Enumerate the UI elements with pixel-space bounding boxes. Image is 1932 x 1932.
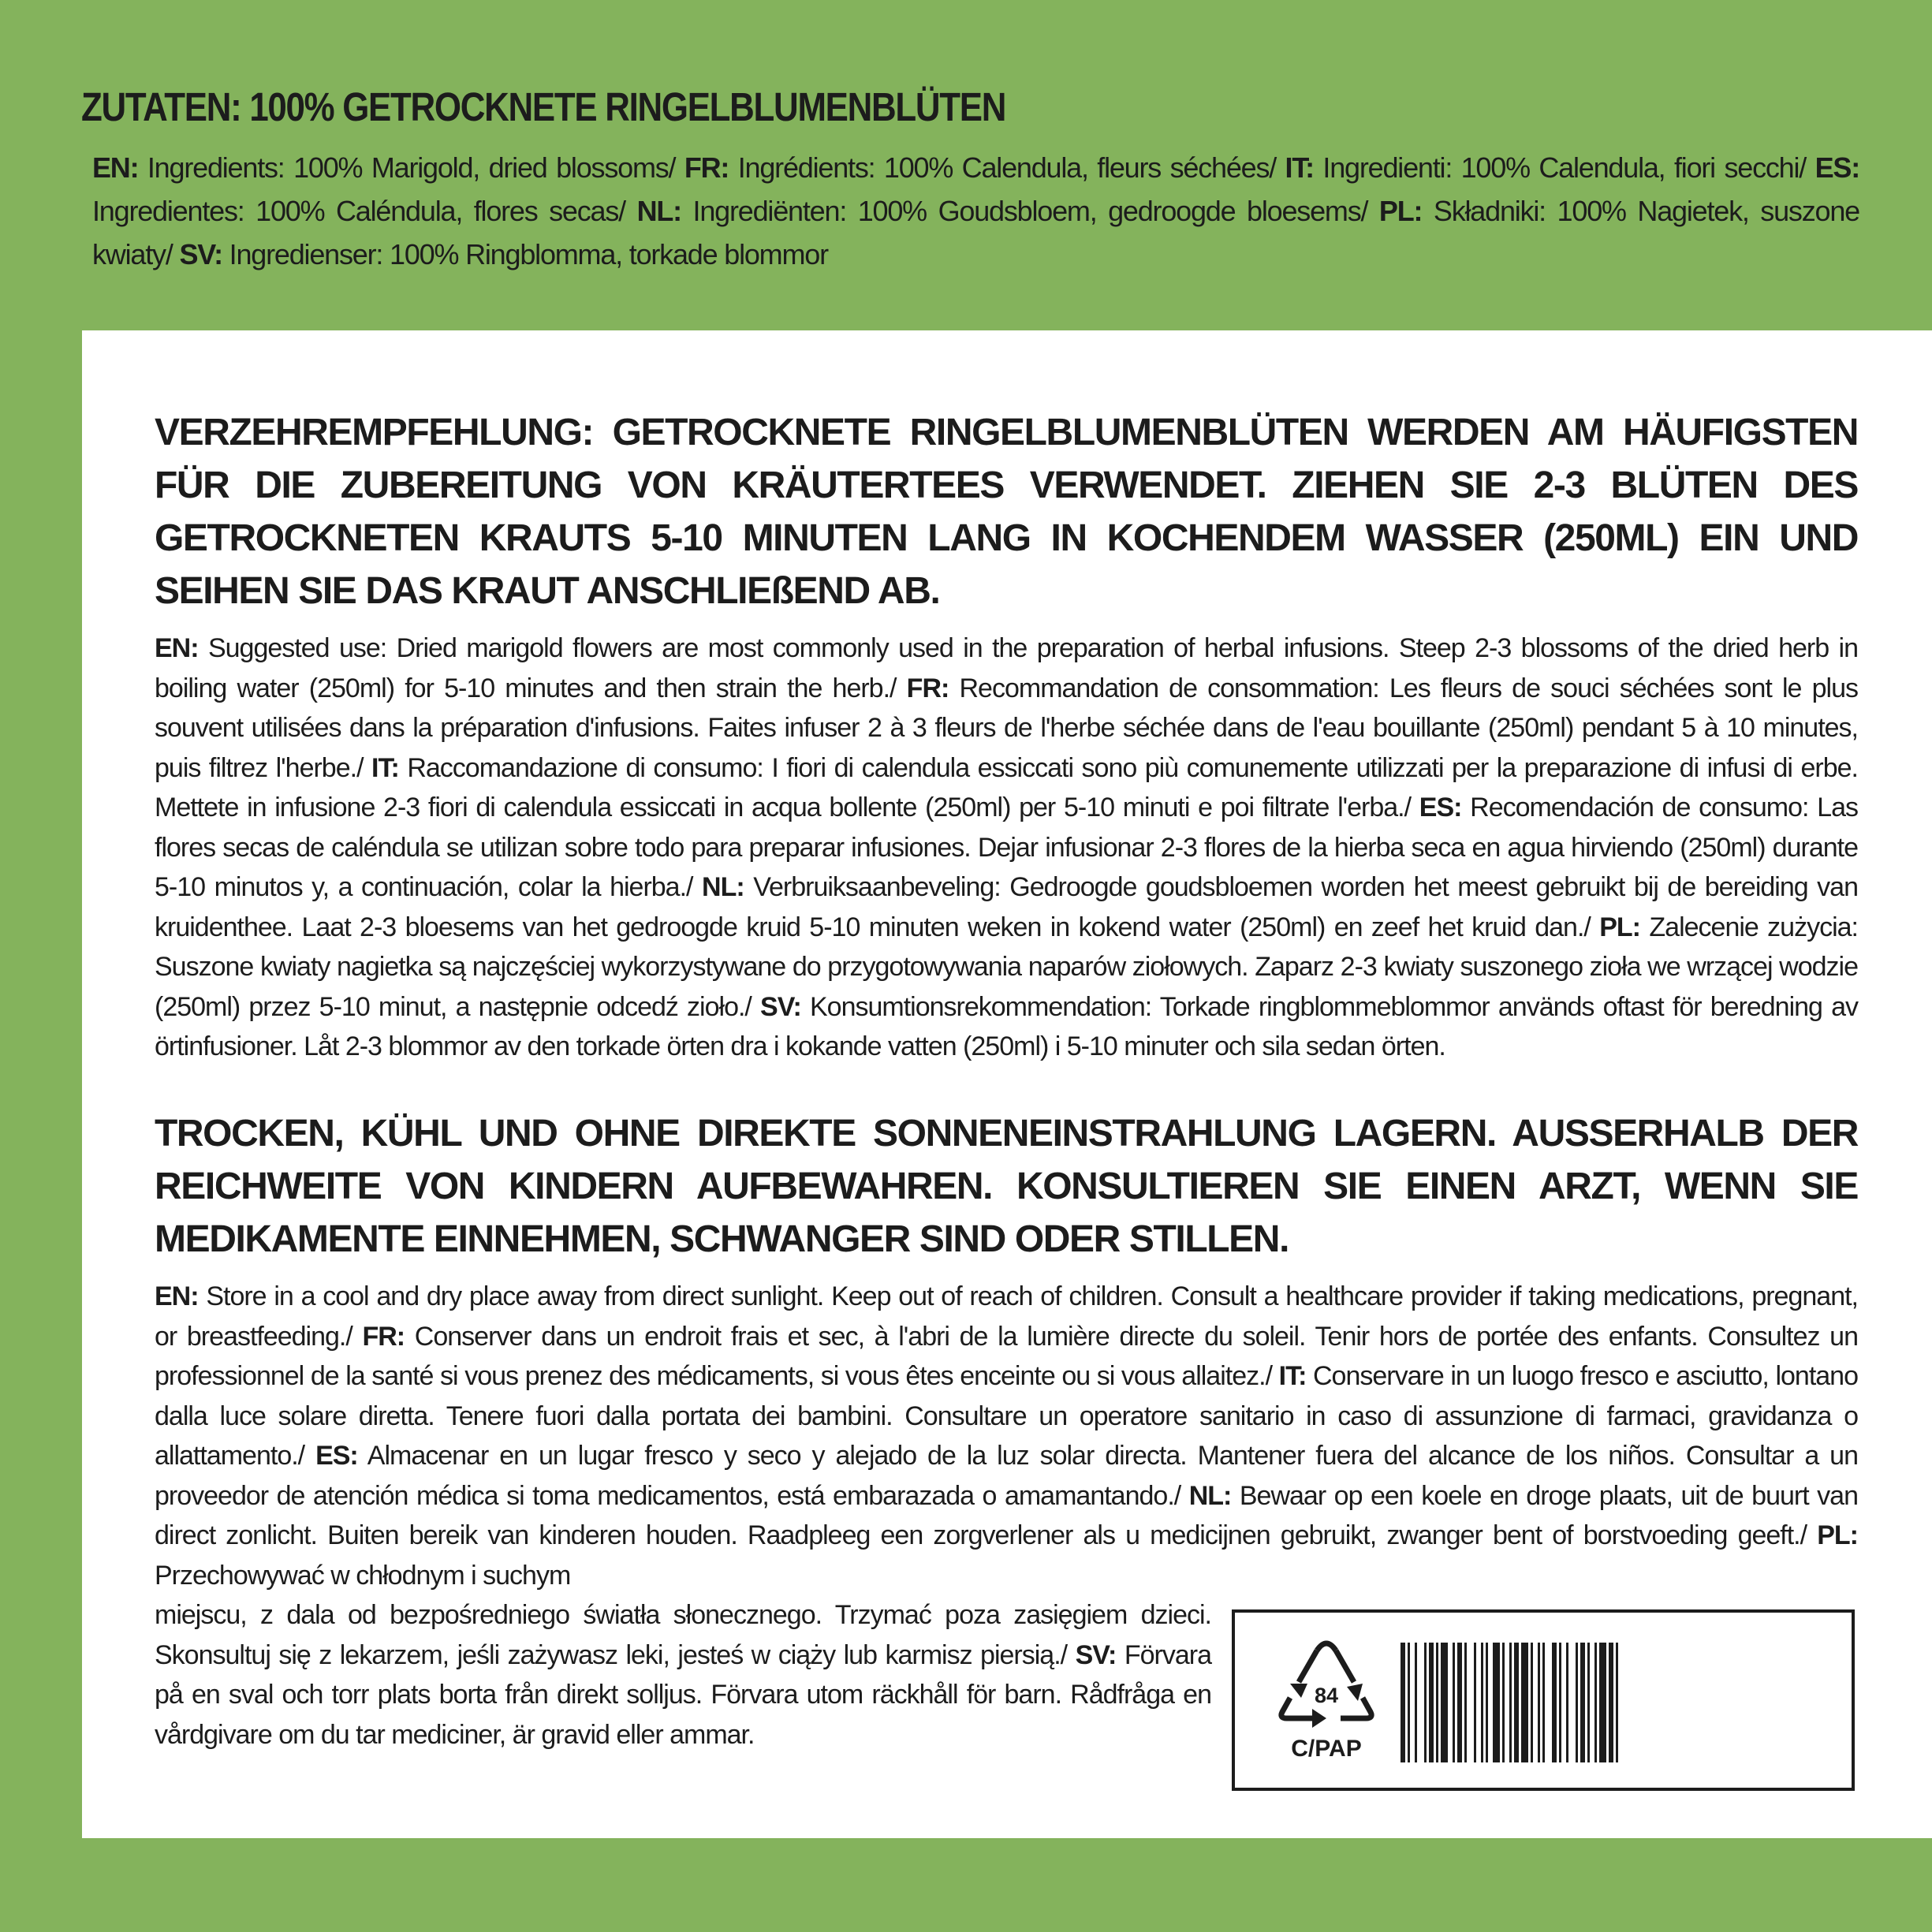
barcode-bar [1401, 1643, 1405, 1762]
lang-code-pl: PL: [1378, 195, 1423, 227]
lang-code-it: IT: [1285, 151, 1314, 184]
translation-es: Ingredientes: 100% Caléndula, flores secas/ [92, 195, 637, 227]
lang-code-en: EN: [155, 633, 199, 663]
barcode-bar [1486, 1643, 1488, 1762]
barcode-bar [1552, 1643, 1557, 1762]
translation-pl: Przechowywać w chłodnym i suchym [155, 1560, 571, 1591]
lang-code-en: EN: [155, 1281, 199, 1311]
translation-nl: Verbruiksaanbeveling: Gedroogde goudsbloemen worden het meest gebruikt bij de bereiding van kruidenthee. Laat 2-3 bloesems van het gedroogde kruid 5-10 minuten weken in kokend water (250ml) en zeef het kruid dan./ [155, 872, 1858, 942]
lang-code-pl: PL: [1599, 912, 1641, 942]
lang-code-sv: SV: [760, 991, 801, 1022]
translation-pl: Zalecenie zużycia: Suszone kwiaty nagietka są najczęściej wykorzystywane do przygotowywania naparów ziołowych. Zaparz 2-3 kwiaty suszonego zioła we wrzącej wodzie (250ml) przez 5-10 minut, a następnie odcedź zioło./ [155, 912, 1859, 1022]
barcode-bar [1408, 1643, 1410, 1762]
lang-code-it: IT: [1278, 1361, 1307, 1391]
barcode-bar [1566, 1643, 1568, 1762]
translation-es: Recomendación de consumo: Las flores secas de caléndula se utilizan sobre todo para preparar infusiones. Dejar infusionar 2-3 flores de la hierba seca en agua hirviendo (250ml) durante 5-10 minutos y, a continuación, colar la hierba./ [155, 793, 1858, 902]
lang-code-fr: FR: [906, 673, 949, 703]
usage-title: VERZEHREMPFEHLUNG: GETROCKNETE RINGELBLUMENBLÜTEN WERDEN AM HÄUFIGSTEN FÜR DIE ZUBEREITUNG VON KRÄUTERTEES VERWENDET. ZIEHEN SIE 2-3 BLÜTEN DES GETROCKNETEN KRAUTS 5-10 MINUTEN LANG IN KOCHENDEM WASSER (250ML) EIN UND SEIHEN SIE DAS KRAUT ANSCHLIEßEND AB. [155, 412, 1858, 612]
barcode-bar [1424, 1643, 1427, 1762]
lang-code-sv: SV: [179, 238, 222, 270]
barcode-bar [1587, 1643, 1590, 1762]
lang-code-it: IT: [371, 752, 399, 783]
barcode-bar [1509, 1643, 1512, 1762]
barcode-bar [1559, 1643, 1561, 1762]
translation-sv: Konsumtionsrekommendation: Torkade ringblommeblommor används oftast för beredning av örtinfusioner. Låt 2-3 blommor av den torkade örten dra i kokande vatten (250ml) i 5-10 minuter och sila sedan örten. [155, 991, 1858, 1061]
translation-nl: Bewaar op een koele en droge plaats, uit de buurt van direct zonlicht. Buiten bereik van kinderen houden. Raadpleeg een zorgverlener als u medicijnen gebruikt, zwanger bent of borstvoeding geeft./ [155, 1480, 1858, 1550]
barcode-bar [1580, 1643, 1585, 1762]
translation-nl: Ingrediënten: 100% Goudsbloem, gedroogde bloesems/ [681, 195, 1379, 227]
translation-fr: Conserver dans un endroit frais et sec, à l'abri de la lumière directe du soleil. Tenir hors de portée des enfants. Consultez un professionnel de la santé si vous prenez des médicaments, si vous êtes enceinte ou si vous allaitez./ [155, 1321, 1858, 1391]
barcode-bar [1542, 1643, 1545, 1762]
barcode-bar [1514, 1643, 1519, 1762]
translation-en: Ingredients: 100% Marigold, dried blossoms/ [138, 151, 684, 184]
lang-code-nl: NL: [1188, 1480, 1232, 1511]
barcode-bar [1609, 1643, 1613, 1762]
barcode-bar [1453, 1643, 1455, 1762]
packaging-codes-box [1232, 1609, 1855, 1791]
barcode-bar [1493, 1643, 1500, 1762]
translation-it: Conservare in un luogo fresco e asciutto, lontano dalla luce solare diretta. Tenere fuori dalla portata dei bambini. Consultare un operatore sanitario in caso di assunzione di farmaci, gravidanza o allattamento./ [155, 1361, 1859, 1471]
storage-title: TROCKEN, KÜHL UND OHNE DIREKTE SONNENEINSTRAHLUNG LAGERN. AUSSERHALB DER REICHWEITE VON KINDERN AUFBEWAHREN. KONSULTIEREN SIE EINEN ARZT, WENN SIE MEDIKAMENTE EINNEHMEN, SCHWANGER SIND ODER STILLEN. [155, 1113, 1858, 1260]
barcode-bar [1576, 1643, 1578, 1762]
barcode-bar [1538, 1643, 1540, 1762]
barcode-bar [1457, 1643, 1462, 1762]
translation-pl-continued: miejscu, z dala od bezpośredniego światła słonecznego. Trzymać poza zasięgiem dzieci. Skonsultuj się z lekarzem, jeśli zażywasz leki, jesteś w ciąży lub karmisz piersią./ [155, 1600, 1211, 1670]
lang-code-pl: PL: [1817, 1520, 1858, 1550]
lang-code-es: ES: [1815, 151, 1859, 184]
barcode-bar [1464, 1643, 1467, 1762]
lang-code-fr: FR: [362, 1321, 405, 1352]
barcode-bar [1502, 1643, 1505, 1762]
ingredients-section [81, 83, 1859, 276]
translation-fr: Recommandation de consommation: Les fleurs de souci séchées sont le plus souvent utilisées dans la préparation d'infusions. Faites infuser 2 à 3 fleurs de l'herbe séchée dans de l'eau bouillante (250ml) pendant 5 à 10 minutes, puis filtrez l'herbe./ [155, 673, 1858, 783]
barcode-bar [1599, 1643, 1606, 1762]
barcode-bar [1429, 1643, 1434, 1762]
barcode [1401, 1643, 1838, 1762]
translation-sv: Förvara på en sval och torr plats borta från direkt solljus. Förvara utom räckhåll för barn. Rådfråga en vårdgivare om du tar mediciner, är gravid eller ammar. [155, 1639, 1212, 1750]
ingredients-translations [92, 146, 1859, 276]
translation-fr: Ingrédients: 100% Calendula, fleurs séchées/ [729, 151, 1285, 184]
label-panel [82, 330, 1932, 1838]
barcode-bar [1594, 1643, 1597, 1762]
translation-pl: Składniki: 100% Nagietek, suszone kwiaty/ [92, 195, 1859, 270]
lang-code-es: ES: [315, 1441, 358, 1471]
ingredients-title: ZUTATEN: 100% GETROCKNETE RINGELBLUMENBLÜTEN [81, 84, 1006, 129]
recycling-symbol [1271, 1639, 1382, 1766]
recycling-number: 84 [1314, 1684, 1339, 1707]
translation-es: Almacenar en un lugar fresco y seco y alejado de la luz solar directa. Mantener fuera del alcance de los niños. Consultar a un proveedor de atención médica si toma medicamentos, está embarazada o amamantando./ [155, 1441, 1859, 1511]
lang-code-nl: NL: [702, 872, 744, 902]
barcode-bar [1415, 1643, 1417, 1762]
storage-translations-tail [155, 1595, 1211, 1755]
lang-code-sv: SV: [1075, 1639, 1117, 1670]
lang-code-en: EN: [92, 151, 139, 184]
barcode-bar [1474, 1643, 1476, 1762]
translation-sv: Ingredienser: 100% Ringblomma, torkade blommor [222, 238, 828, 270]
translation-it: Ingredienti: 100% Calendula, fiori secchi/ [1313, 151, 1815, 184]
barcode-bar [1616, 1643, 1618, 1762]
lang-code-fr: FR: [684, 151, 729, 184]
barcode-bar [1436, 1643, 1438, 1762]
translation-en: Store in a cool and dry place away from direct sunlight. Keep out of reach of children. Consult a healthcare provider if taking medications, pregnant, or breastfeeding./ [155, 1281, 1858, 1352]
usage-section [155, 406, 1858, 1067]
lang-code-nl: NL: [636, 195, 681, 227]
translation-it: Raccomandazione di consumo: I fiori di calendula essiccati sono più comunemente utilizzati per la preparazione di infusi di erbe. Mettete in infusione 2-3 fiori di calendula essiccati in acqua bollente (250ml) per 5-10 minuti e poi filtrate l'erba./ [155, 752, 1858, 822]
usage-translations [155, 628, 1858, 1067]
barcode-bar [1441, 1643, 1448, 1762]
barcode-bar [1531, 1643, 1533, 1762]
barcode-bar [1521, 1643, 1528, 1762]
translation-en: Suggested use: Dried marigold flowers are most commonly used in the preparation of herbal infusions. Steep 2-3 blossoms of the dried herb in boiling water (250ml) for 5-10 minutes and then strain the herb./ [155, 633, 1858, 703]
barcode-bar [1481, 1643, 1483, 1762]
recycling-code: C/PAP [1291, 1736, 1362, 1762]
lang-code-es: ES: [1419, 793, 1462, 822]
